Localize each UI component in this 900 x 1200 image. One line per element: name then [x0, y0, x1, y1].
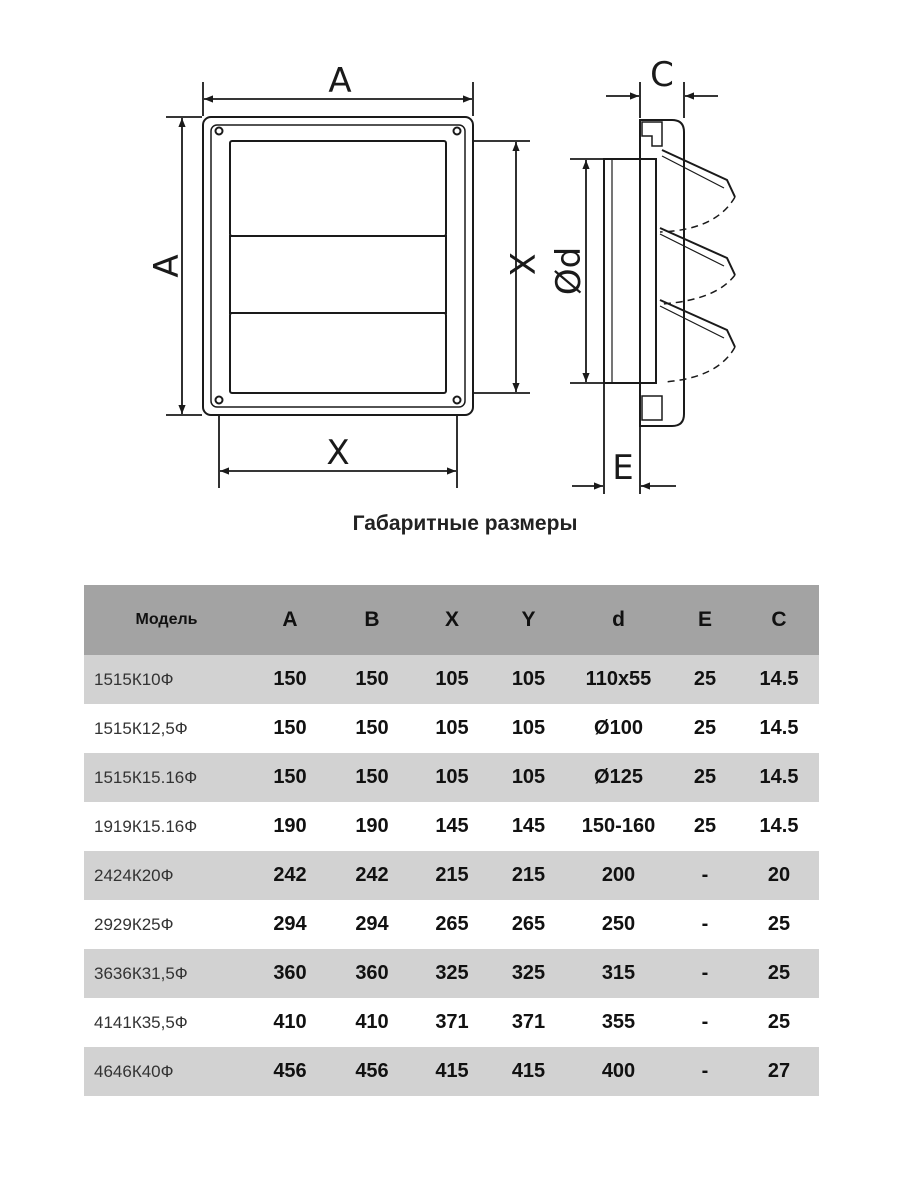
- flap-swing-arc-2: [662, 275, 735, 304]
- value-cell: 145: [435, 815, 469, 837]
- dim-d-label: Ød: [549, 246, 589, 296]
- louver-panel-bottom: [230, 313, 446, 393]
- value-cell: 410: [273, 1011, 307, 1033]
- value-cell: 25: [767, 913, 791, 935]
- value-cell: 415: [491, 1047, 566, 1096]
- frame-lip-top: [642, 122, 662, 146]
- value-cell: 150: [355, 717, 389, 739]
- model-cell: 1515К12,5Ф: [94, 718, 188, 738]
- value-cell: 325: [413, 949, 491, 998]
- value-cell: 215: [413, 851, 491, 900]
- model-cell: 1515К15.16Ф: [84, 753, 249, 802]
- value-cell: 315: [566, 949, 671, 998]
- value-cell: 325: [491, 949, 566, 998]
- side-view: [604, 120, 735, 426]
- value-cell: 14.5: [759, 717, 799, 739]
- value-cell: 360: [249, 949, 331, 998]
- value-cell: 150: [249, 655, 331, 704]
- dim-x-right-label: X: [501, 252, 541, 276]
- front-view: [203, 117, 473, 415]
- value-cell: 371: [511, 1011, 546, 1033]
- value-cell: 25: [671, 753, 739, 802]
- grille-inner-frame: [211, 125, 465, 407]
- value-cell: 242: [249, 851, 331, 900]
- value-cell: 14.5: [739, 753, 819, 802]
- value-cell: -: [701, 913, 709, 935]
- header-e: E: [671, 585, 739, 655]
- value-cell: 265: [435, 913, 469, 935]
- header-c: C: [739, 585, 819, 655]
- value-cell: 294: [355, 913, 389, 935]
- flap-swing-arc-3: [664, 347, 735, 382]
- value-cell: 190: [355, 815, 389, 837]
- screw-hole-bottom-left: [216, 397, 223, 404]
- value-cell: 150: [249, 753, 331, 802]
- side-dimensions: [570, 82, 718, 494]
- value-cell: 415: [413, 1047, 491, 1096]
- dimension-drawing: [0, 0, 900, 520]
- value-cell: 105: [413, 655, 491, 704]
- value-cell: 25: [671, 655, 739, 704]
- flap-swing-arc-1: [660, 197, 735, 232]
- value-cell: -: [671, 949, 739, 998]
- table-row: [84, 900, 819, 949]
- value-cell: Ø125: [566, 753, 671, 802]
- value-cell: 360: [331, 949, 413, 998]
- dim-x-bottom-label: X: [326, 433, 350, 473]
- screw-hole-top-left: [216, 128, 223, 135]
- value-cell: 215: [491, 851, 566, 900]
- value-cell: 400: [566, 1047, 671, 1096]
- frame-lip-bottom: [642, 396, 662, 420]
- header-b: B: [331, 585, 413, 655]
- louver-panel-middle: [230, 236, 446, 313]
- value-cell: 150: [273, 717, 307, 739]
- table-row: [84, 851, 819, 900]
- grille-outer-frame: [203, 117, 473, 415]
- table-row: [84, 1047, 819, 1096]
- value-cell: 105: [413, 753, 491, 802]
- front-dimensions: [166, 82, 530, 488]
- louver-flap-2: [660, 228, 735, 275]
- value-cell: 200: [566, 851, 671, 900]
- value-cell: 25: [739, 949, 819, 998]
- table-header-row: [84, 585, 819, 655]
- value-cell: 105: [491, 753, 566, 802]
- dim-a-left-label: A: [147, 254, 187, 278]
- value-cell: 20: [739, 851, 819, 900]
- header-a: A: [249, 585, 331, 655]
- louver-panel-top: [230, 141, 446, 236]
- header-y: Y: [491, 585, 566, 655]
- table-row: [84, 753, 819, 802]
- dim-c-label: C: [650, 55, 674, 95]
- dim-a-top-label: A: [328, 61, 352, 101]
- value-cell: 105: [435, 717, 469, 739]
- table-row: [84, 655, 819, 704]
- value-cell: 456: [331, 1047, 413, 1096]
- model-cell: 1919К15.16Ф: [94, 816, 198, 836]
- louver-flap-1: [662, 150, 735, 197]
- value-cell: 410: [355, 1011, 389, 1033]
- value-cell: 250: [601, 913, 636, 935]
- table-row: [84, 998, 819, 1047]
- dimensions-table: [84, 585, 819, 1096]
- value-cell: 150: [331, 753, 413, 802]
- value-cell: 150: [331, 655, 413, 704]
- value-cell: 371: [435, 1011, 469, 1033]
- model-cell: 2424К20Ф: [84, 851, 249, 900]
- header-model: Модель: [84, 585, 249, 655]
- model-cell: 1515К10Ф: [84, 655, 249, 704]
- value-cell: 265: [511, 913, 546, 935]
- value-cell: 456: [249, 1047, 331, 1096]
- model-cell: 3636К31,5Ф: [84, 949, 249, 998]
- value-cell: 145: [511, 815, 546, 837]
- value-cell: 14.5: [739, 655, 819, 704]
- value-cell: 25: [767, 1011, 791, 1033]
- dim-e-label: E: [612, 448, 634, 488]
- screw-hole-bottom-right: [454, 397, 461, 404]
- value-cell: Ø100: [594, 717, 643, 739]
- value-cell: 242: [331, 851, 413, 900]
- value-cell: 25: [693, 717, 717, 739]
- value-cell: 294: [273, 913, 307, 935]
- table-body: [84, 655, 819, 1096]
- value-cell: 27: [739, 1047, 819, 1096]
- table-row: [84, 802, 819, 851]
- model-cell: 4646К40Ф: [84, 1047, 249, 1096]
- value-cell: -: [671, 1047, 739, 1096]
- table-row: [84, 704, 819, 753]
- value-cell: 105: [511, 717, 546, 739]
- value-cell: -: [671, 851, 739, 900]
- value-cell: 105: [491, 655, 566, 704]
- screw-hole-top-right: [454, 128, 461, 135]
- value-cell: 355: [601, 1011, 636, 1033]
- value-cell: 190: [273, 815, 307, 837]
- model-cell: 4141К35,5Ф: [94, 1012, 188, 1032]
- header-d: d: [566, 585, 671, 655]
- header-x: X: [413, 585, 491, 655]
- value-cell: 110x55: [566, 655, 671, 704]
- value-cell: 25: [693, 815, 717, 837]
- table-row: [84, 949, 819, 998]
- drawing-caption: Габаритные размеры: [352, 512, 578, 535]
- value-cell: 14.5: [759, 815, 799, 837]
- value-cell: 150-160: [581, 815, 656, 837]
- model-cell: 2929К25Ф: [94, 914, 174, 934]
- value-cell: -: [701, 1011, 709, 1033]
- louver-flap-3: [660, 300, 735, 347]
- grille-side-profile: [640, 120, 684, 426]
